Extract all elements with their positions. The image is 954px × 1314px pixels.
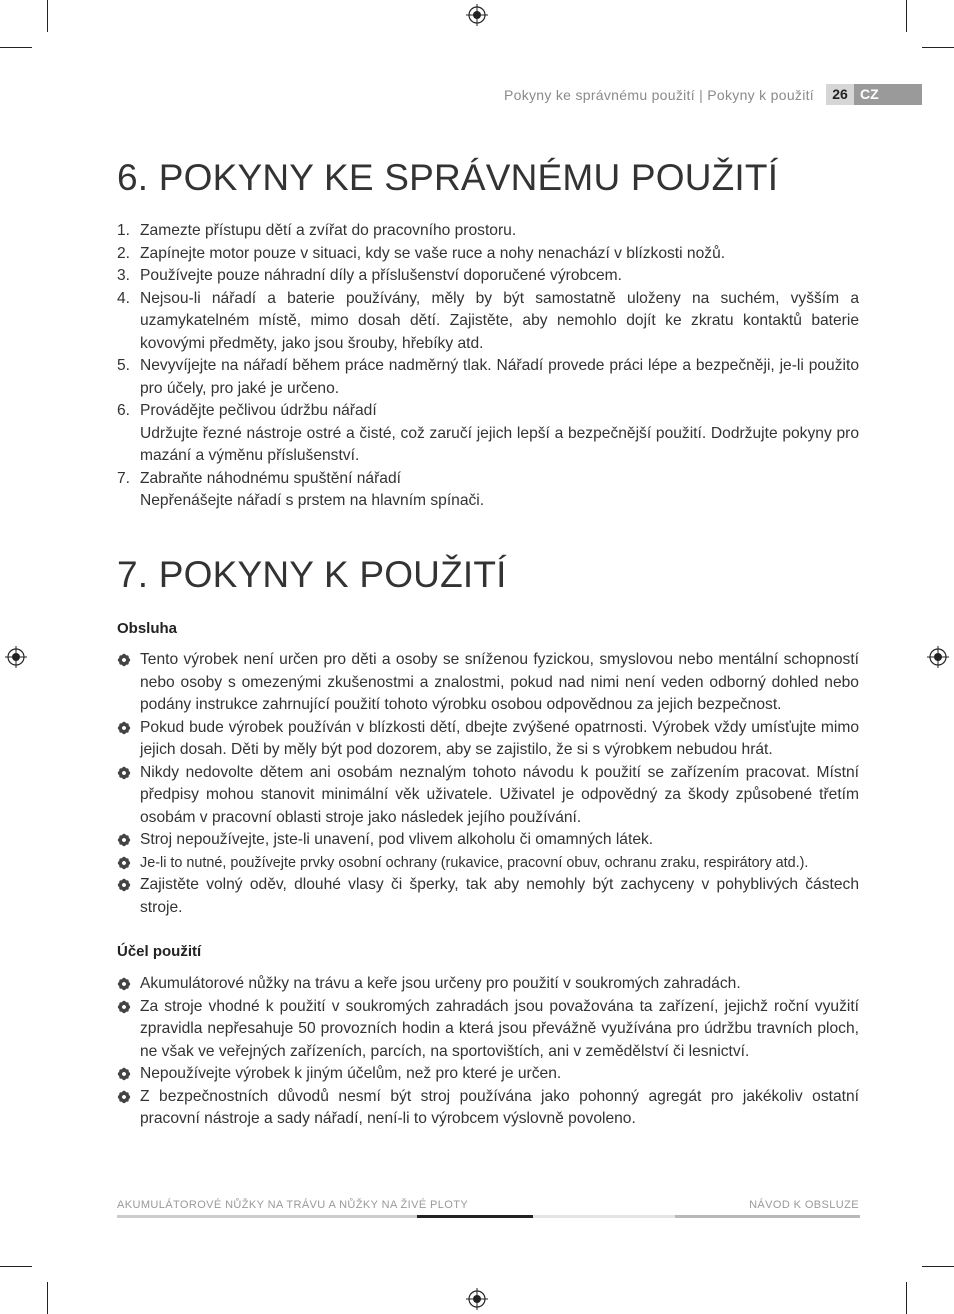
item-number: 2.: [117, 244, 131, 262]
list-item: [117, 288, 859, 356]
item-text: Nejsou-li nářadí a baterie používány, měly by být samostatně uloženy na suchém, vyšším a uzamykatelném místě, mimo dosah dětí. Zajistěte, aby nemohlo dojít ke zkratu kontaktů baterie kovovými předměty, jako jsou šrouby, hřebíky atd.: [140, 289, 859, 352]
list-item: [117, 717, 859, 762]
flower-bullet-icon: [117, 653, 131, 667]
list-item: [117, 265, 859, 288]
list-item: [117, 973, 859, 996]
obsluha-list: [117, 649, 859, 919]
running-header: Pokyny ke správnému použití | Pokyny k použití: [503, 87, 814, 103]
crop-mark: [906, 0, 907, 32]
registration-mark-icon: [466, 4, 488, 26]
section-7-title: 7. POKYNY K POUŽITÍ: [117, 554, 507, 595]
footer-product-title: AKUMULÁTOROVÉ NŮŽKY NA TRÁVU A NŮŽKY NA ŽIVÉ PLOTY: [117, 1199, 469, 1211]
crop-mark: [0, 47, 32, 48]
list-item: [117, 1063, 859, 1086]
crop-mark: [47, 1282, 48, 1314]
ucel-heading: Účel použití: [117, 943, 202, 960]
section-6-list: [117, 220, 859, 513]
item-text: Zamezte přístupu dětí a zvířat do pracovního prostoru.: [140, 222, 517, 239]
page-number: 26: [826, 84, 854, 105]
crop-mark: [922, 47, 954, 48]
list-item: [117, 874, 859, 919]
item-text: Z bezpečnostních důvodů nesmí být stroj používána jako pohonný agregát pro jakékoliv ostatní pracovní nástroje a sady nářadí, není-li to výrobcem výslovně povoleno.: [140, 1087, 859, 1127]
registration-mark-icon: [5, 646, 27, 668]
item-number: 3.: [117, 267, 131, 284]
item-text: Zapínejte motor pouze v situaci, kdy se vaše ruce a nohy nenachází v blízkosti nožů.: [140, 244, 726, 262]
item-text: Zabraňte náhodnému spuštění nářadí: [140, 469, 401, 487]
list-item: [117, 468, 859, 513]
language-code: CZ: [854, 84, 922, 105]
footer-rule: [417, 1215, 533, 1218]
item-text: Nepoužívejte výrobek k jiným účelům, než pro které je určen.: [140, 1065, 562, 1082]
flower-bullet-icon: [117, 878, 131, 892]
list-item: [117, 829, 859, 852]
registration-mark-icon: [927, 646, 949, 668]
item-text: Nevyvíjejte na nářadí během práce nadměrný tlak. Nářadí provede práci lépe a bezpečněji, je-li použito pro účely, pro jaké je určeno.: [140, 357, 859, 397]
list-item: [117, 220, 859, 243]
item-text: Zajistěte volný oděv, dlouhé vlasy či šperky, tak aby nemohly být zachyceny v pohyblivých částech stroje.: [140, 876, 859, 916]
flower-bullet-icon: [117, 1067, 131, 1081]
section-6-title: 6. POKYNY KE SPRÁVNÉMU POUŽITÍ: [117, 157, 779, 198]
item-number: 5.: [117, 357, 131, 374]
item-number: 4.: [117, 289, 131, 307]
item-subtext: Udržujte řezné nástroje ostré a čisté, což zaručí jejich lepší a bezpečnější použití. Dodržujte pokyny pro mazání a výměnu příslušenství.: [140, 424, 859, 464]
footer-rule: [675, 1215, 860, 1218]
page-badge: [826, 84, 922, 105]
item-subtext: Nepřenášejte nářadí s prstem na hlavním spínači.: [140, 492, 485, 509]
list-item: [117, 355, 859, 400]
list-item: [117, 1086, 859, 1131]
flower-bullet-icon: [117, 721, 131, 735]
list-item: [117, 762, 859, 830]
item-text: Nikdy nedovolte dětem ani osobám neznalým tohoto návodu k použití se zařízením pracovat. Místní předpisy mohou stanovit minimální věk uživatele. Uživatel je odpovědný za škody způsobené třetím osobám v pracovní oblasti stroje jako následek jejího používání.: [140, 763, 859, 826]
item-text: Je-li to nutné, používejte prvky osobní ochrany (rukavice, pracovní obuv, ochranu zraku, respirátory atd.).: [140, 854, 809, 871]
item-number: 6.: [117, 402, 131, 419]
registration-mark-icon: [466, 1288, 488, 1310]
item-text: Pokud bude výrobek používán v blízkosti dětí, dbejte zvýšené opatrnosti. Výrobek vždy umísťujte mimo jejich dosah. Děti by měly být pod dozorem, aby se zajistilo, že si s výrobkem nebudou hrát.: [140, 718, 859, 758]
item-text: Stroj nepoužívejte, jste-li unavení, pod vlivem alkoholu či omamných látek.: [140, 831, 654, 848]
flower-bullet-icon: [117, 1000, 131, 1014]
list-item: [117, 400, 859, 468]
crop-mark: [906, 1282, 907, 1314]
flower-bullet-icon: [117, 856, 131, 870]
crop-mark: [47, 0, 48, 32]
ucel-list: [117, 973, 859, 1131]
item-text: Tento výrobek není určen pro děti a osoby se sníženou fyzickou, smyslovou nebo mentální schopností nebo osoby s omezenými zkušenostmi a znalostmi, pokud nad nimi není veden odborný dohled nebo podány instrukce zahrnující použití tohoto výrobku osobou odpovědnou za jejich bezpečnost.: [140, 651, 859, 713]
flower-bullet-icon: [117, 833, 131, 847]
crop-mark: [0, 1266, 32, 1267]
item-number: 7.: [117, 469, 131, 487]
flower-bullet-icon: [117, 766, 131, 780]
crop-mark: [922, 1266, 954, 1267]
list-item: [117, 996, 859, 1064]
footer-rule: [117, 1215, 417, 1218]
footer-rule: [533, 1215, 675, 1218]
item-text: Akumulátorové nůžky na trávu a keře jsou určeny pro použití v soukromých zahradách.: [140, 975, 741, 992]
list-item: [117, 852, 859, 875]
obsluha-heading: Obsluha: [117, 620, 178, 637]
item-number: 1.: [117, 222, 131, 239]
item-text: Za stroje vhodné k použití v soukromých zahradách jsou považována ta zařízení, jejichž roční využití zpravidla nepřesahuje 50 provozních hodin a která jsou převážně využívána pro údržbu travních ploch, ne však ve veřejných zařízeních, parcích, na sportovištích, ani v zemědělství či lesnictví.: [140, 997, 859, 1060]
flower-bullet-icon: [117, 1090, 131, 1104]
item-text: Používejte pouze náhradní díly a příslušenství doporučené výrobcem.: [140, 267, 622, 284]
flower-bullet-icon: [117, 977, 131, 991]
list-item: [117, 649, 859, 717]
footer-manual-title: NÁVOD K OBSLUZE: [749, 1199, 859, 1211]
list-item: [117, 243, 859, 266]
item-text: Provádějte pečlivou údržbu nářadí: [140, 402, 377, 419]
